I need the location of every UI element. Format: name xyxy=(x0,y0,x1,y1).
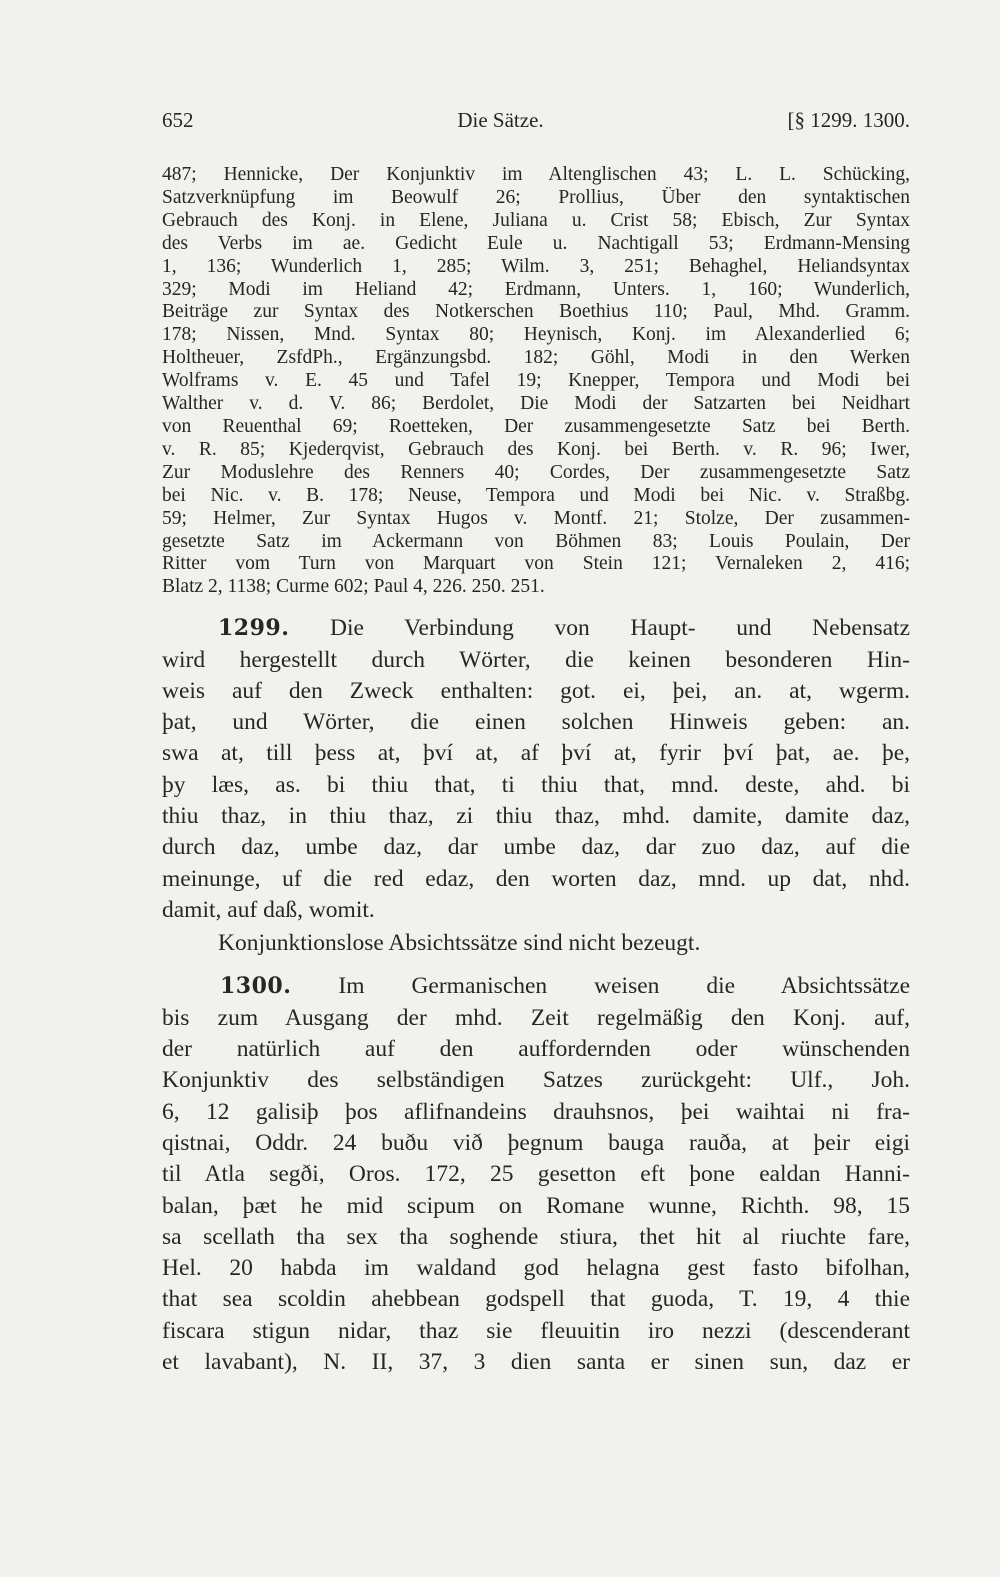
running-header xyxy=(162,108,910,146)
page-title: Die Sätze. xyxy=(457,108,544,132)
bibliography-line: Gebrauch des Konj. in Elene, Juliana u. Crist 58; Ebisch, Zur Syntax xyxy=(162,209,910,231)
section-1299-line: swa at, till þess at, því at, af því at, fyrir því þat, ae. þe, xyxy=(162,740,910,767)
bibliography-line: bei Nic. v. B. 178; Neuse, Tempora und Modi bei Nic. v. Straßbg. xyxy=(162,484,910,506)
section-1299 xyxy=(162,613,910,926)
bibliography-line: v. R. 85; Kjederqvist, Gebrauch des Konj. bei Berth. v. R. 96; Iwer, xyxy=(162,438,910,460)
section-1300-line: Hel. 20 habda im waldand god helagna gest fasto bifolhan, xyxy=(162,1255,910,1282)
bibliography-line: Wolframs v. E. 45 und Tafel 19; Knepper, Tempora und Modi bei xyxy=(162,370,910,392)
bibliography-line: des Verbs im ae. Gedicht Eule u. Nachtigall 53; Erdmann-Mensing xyxy=(162,232,910,254)
bibliography-line: Satzverknüpfung im Beowulf 26; Prollius, Über den syntaktischen xyxy=(162,186,910,208)
bibliography-line: 1, 136; Wunderlich 1, 285; Wilm. 3, 251; Behaghel, Heliandsyntax xyxy=(162,255,910,277)
bibliography-line: Zur Moduslehre des Renners 40; Cordes, Der zusammengesetzte Satz xyxy=(162,461,910,483)
section-1299-line-text: Die Verbindung von Haupt- und Nebensatz xyxy=(330,615,910,642)
section-1300-line: Konjunktiv des selbständigen Satzes zurückgeht: Ulf., Joh. xyxy=(162,1067,910,1094)
bibliography-line: gesetzte Satz im Ackermann von Böhmen 83; Louis Poulain, Der xyxy=(162,530,910,552)
bibliography-line: Holtheuer, ZsfdPh., Ergänzungsbd. 182; Göhl, Modi in den Werken xyxy=(162,347,910,369)
section-1300-line-text: Im Germanischen weisen die Absichtssätze xyxy=(338,973,910,1000)
bibliography-line: Walther v. d. V. 86; Berdolet, Die Modi der Satzarten bei Neidhart xyxy=(162,393,910,415)
bibliography-line: von Reuenthal 69; Roetteken, Der zusammengesetzte Satz bei Berth. xyxy=(162,415,910,437)
bibliography-line: 487; Hennicke, Der Konjunktiv im Altenglischen 43; L. L. Schücking, xyxy=(162,164,910,185)
section-1299-number: 1299. xyxy=(218,615,290,642)
section-reference: [§ 1299. 1300. xyxy=(787,108,910,132)
section-1300-line: der natürlich auf den auffordernden oder wünschenden xyxy=(162,1036,910,1063)
bibliography-line: Beiträge zur Syntax des Notkerschen Boethius 110; Paul, Mhd. Gramm. xyxy=(162,301,910,323)
section-1299-line: damit, auf daß, womit. xyxy=(162,896,375,923)
bibliography-line: Blatz 2, 1138; Curme 602; Paul 4, 226. 250. 251. xyxy=(162,576,545,598)
bibliography-line: 329; Modi im Heliand 42; Erdmann, Unters. 1, 160; Wunderlich, xyxy=(162,278,910,300)
section-1300-line: balan, þæt he mid scipum on Romane wunne, Richth. 98, 15 xyxy=(162,1192,910,1219)
section-1299-note: Konjunktionslose Absichtssätze sind nicht bezeugt. xyxy=(218,930,701,957)
page-number: 652 xyxy=(162,108,194,132)
section-1299-line xyxy=(162,613,910,644)
section-1299-line: wird hergestellt durch Wörter, die keinen besonderen Hin- xyxy=(162,646,910,673)
section-1299-line: þy læs, as. bi thiu that, ti thiu that, mnd. deste, ahd. bi xyxy=(162,771,910,798)
bibliography-line: Ritter vom Turn von Marquart von Stein 121; Vernaleken 2, 416; xyxy=(162,553,910,575)
section-1300-line: fiscara stigun nidar, thaz sie fleuuitin iro nezzi (descenderant xyxy=(162,1317,910,1344)
bibliography-line: 178; Nissen, Mnd. Syntax 80; Heynisch, Konj. im Alexanderlied 6; xyxy=(162,324,910,346)
section-1300-number: 1300. xyxy=(220,973,292,1000)
section-1300-line: qistnai, Oddr. 24 buðu við þegnum bauga rauða, at þeir eigi xyxy=(162,1129,910,1156)
section-1299-note-block xyxy=(162,928,910,959)
section-1299-line: meinunge, uf die red edaz, den worten daz, mnd. up dat, nhd. xyxy=(162,865,910,892)
section-1299-line: weis auf den Zweck enthalten: got. ei, þei, an. at, wgerm. xyxy=(162,677,910,704)
section-1300-line: sa scellath tha sex tha soghende stiura, thet hit al riuchte fare, xyxy=(162,1223,910,1250)
section-1300-line: til Atla segði, Oros. 172, 25 gesetton eft þone ealdan Hanni- xyxy=(162,1161,910,1188)
section-1300-line: 6, 12 galisiþ þos aflifnandeins drauhsnos, þei waihtai ni fra- xyxy=(162,1098,910,1125)
section-1300-line: bis zum Ausgang der mhd. Zeit regelmäßig den Konj. auf, xyxy=(162,1004,910,1031)
bibliography-line: 59; Helmer, Zur Syntax Hugos v. Montf. 21; Stolze, Der zusammen- xyxy=(162,507,910,529)
section-1300-line xyxy=(162,971,910,1002)
page xyxy=(162,108,910,1378)
section-1300-line: that sea scoldin ahebbean godspell that guoda, T. 19, 4 thie xyxy=(162,1286,910,1313)
section-1299-line: thiu thaz, in thiu thaz, zi thiu thaz, mhd. damite, damite daz, xyxy=(162,803,910,829)
section-1300-line: et lavabant), N. II, 37, 3 dien santa er sinen sun, daz er xyxy=(162,1349,910,1376)
section-1299-line: þat, und Wörter, die einen solchen Hinweis geben: an. xyxy=(162,709,910,736)
section-1300 xyxy=(162,971,910,1378)
section-1299-line: durch daz, umbe daz, dar umbe daz, dar zuo daz, auf die xyxy=(162,834,910,861)
bibliography-paragraph xyxy=(162,164,910,599)
